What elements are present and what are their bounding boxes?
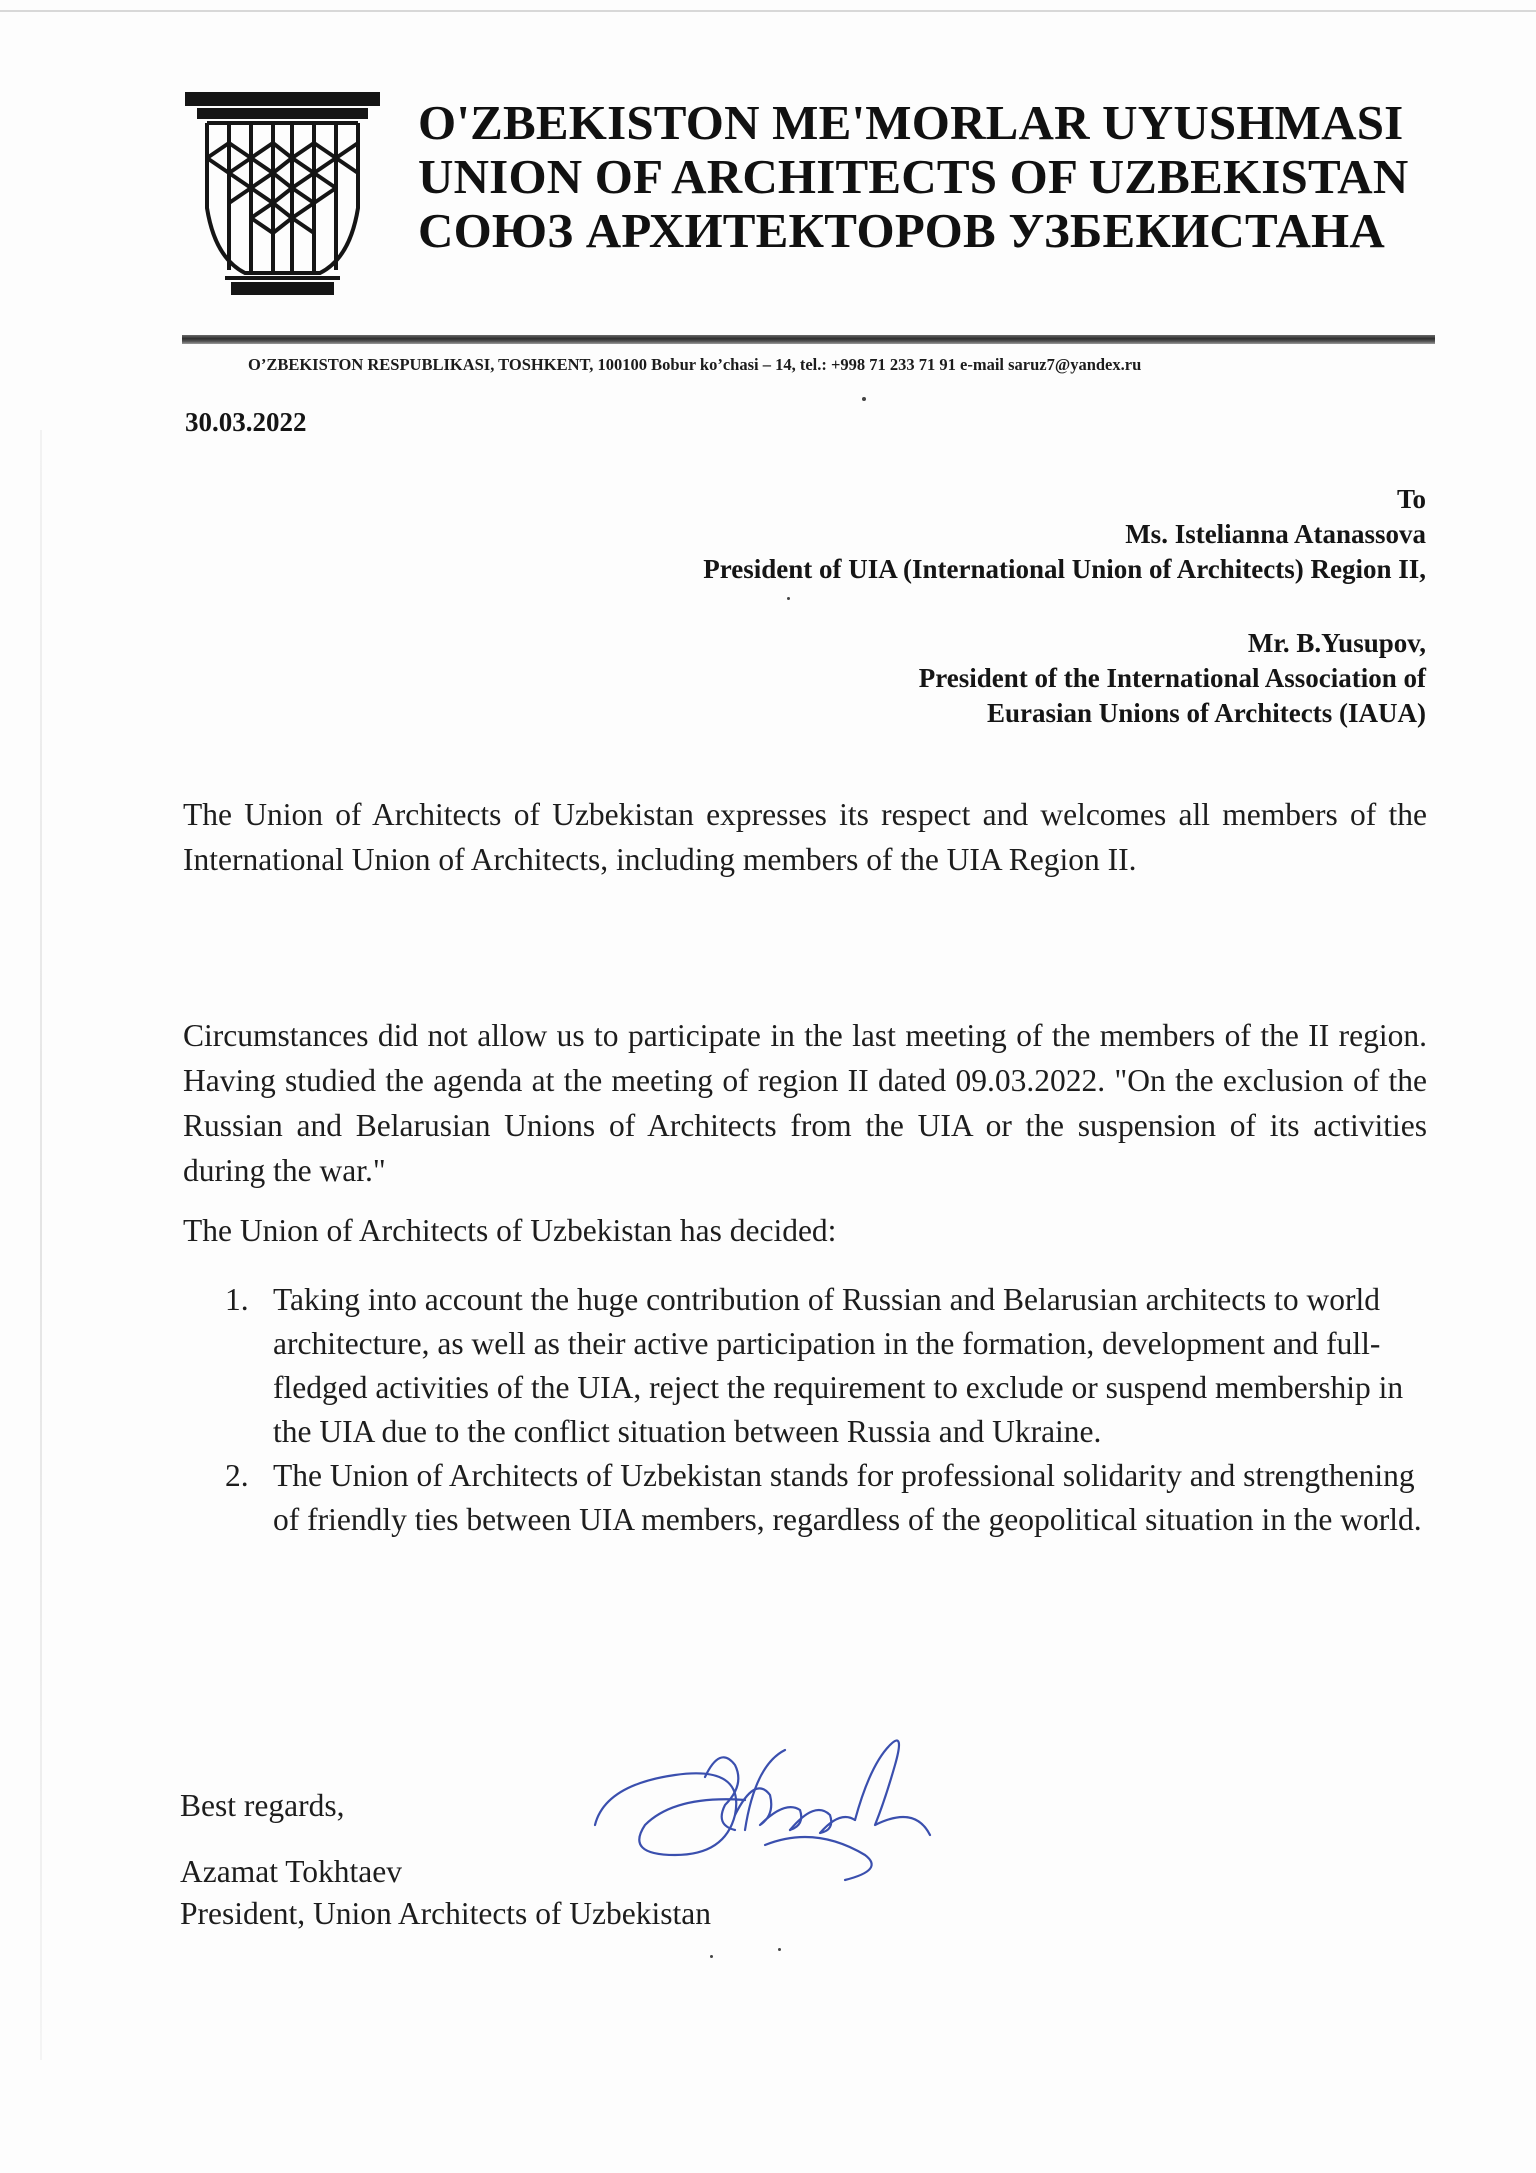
architecture-column-logo-icon (185, 88, 380, 300)
second-recipient-title-line1: President of the International Association of (918, 663, 1426, 693)
second-recipient-block (919, 626, 1426, 731)
handwritten-signature-icon (585, 1705, 985, 1905)
organization-address: O’ZBEKISTON RESPUBLIKASI, TOSHKENT, 100100 Bobur ko’chasi – 14, tel.: +998 71 233 71 91 e-mail saruz7@yandex.ru (248, 355, 1142, 374)
list-item-number: 1. (225, 1282, 249, 1317)
list-item (225, 1278, 1430, 1454)
scan-left-shadow (40, 430, 42, 2060)
welcome-paragraph: The Union of Architects of Uzbekistan expresses its respect and welcomes all members of the International Union of Architects, including members of the UIA Region II. (183, 797, 1427, 877)
first-recipient-block (703, 482, 1426, 587)
organization-name-uzbek: O'ZBEKISTON ME'MORLAR UYUSHMASI (418, 95, 1404, 150)
scan-top-edge (0, 10, 1536, 12)
signer-name: Azamat Tokhtaev (180, 1854, 403, 1889)
recipient-to-label: To (1396, 484, 1426, 514)
list-item (225, 1454, 1430, 1542)
decision-intro: The Union of Architects of Uzbekistan has decided: (183, 1213, 837, 1248)
first-recipient-name: Ms. Istelianna Atanassova (1125, 519, 1426, 549)
letterhead-divider (182, 335, 1435, 344)
signer-title: President, Union Architects of Uzbekistan (180, 1896, 712, 1931)
organization-names (418, 96, 1458, 258)
first-recipient-title: President of UIA (International Union of Architects) Region II, (703, 554, 1426, 584)
closing-regards: Best regards, (180, 1788, 345, 1823)
second-recipient-name: Mr. B.Yusupov, (1247, 628, 1426, 658)
second-recipient-title-line2: Eurasian Unions of Architects (IAUA) (986, 698, 1426, 728)
organization-name-english: UNION OF ARCHITECTS OF UZBEKISTAN (418, 149, 1409, 204)
decision-list (225, 1278, 1430, 1542)
circumstances-paragraph: Circumstances did not allow us to participate in the last meeting of the members of the II region. Having studied the agenda at the meeting of region II dated 09.03.2022. "On the exclusion of the Russian and Belarusian Unions of Architects from the UIA or the suspension of its activities during the war." (183, 1018, 1427, 1188)
organization-name-russian: СОЮЗ АРХИТЕКТОРОВ УЗБЕКИСТАНА (418, 203, 1385, 258)
list-item-text: Taking into account the huge contribution of Russian and Belarusian architects to world architecture, as well as their active participation in the formation, development and full-fledged activities of the UIA, reject the requirement to exclude or suspend membership in the UIA due to the conflict situation between Russia and Ukraine. (273, 1282, 1404, 1449)
list-item-text: The Union of Architects of Uzbekistan stands for professional solidarity and strengthening of friendly ties between UIA members, regardless of the geopolitical situation in the world. (273, 1458, 1422, 1537)
letter-date: 30.03.2022 (185, 407, 307, 437)
list-item-number: 2. (225, 1458, 249, 1493)
